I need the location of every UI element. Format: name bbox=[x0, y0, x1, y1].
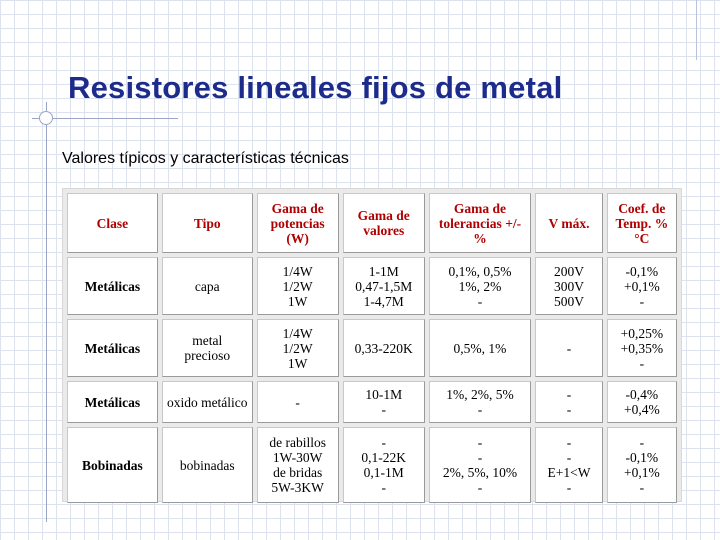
table-cell bbox=[257, 319, 339, 377]
column-header bbox=[607, 193, 677, 253]
cell-text: - bbox=[477, 293, 483, 309]
table-cell bbox=[429, 427, 532, 503]
cell-text: 1/4W bbox=[282, 325, 313, 341]
cell-text: 1/2W bbox=[282, 278, 313, 294]
cell-text: 1%, 2%, 5% bbox=[446, 387, 514, 402]
cell-text: -0,1% bbox=[625, 450, 659, 465]
cell-text: - bbox=[639, 435, 645, 450]
cell-text: oxido metálico bbox=[166, 394, 248, 410]
table-cell bbox=[607, 257, 677, 315]
cell-text: 0,1%, 0,5% bbox=[448, 263, 512, 279]
header-text: Clase bbox=[96, 215, 129, 231]
cell-text: - bbox=[639, 480, 645, 495]
cell-text: - bbox=[566, 402, 572, 417]
table-cell bbox=[67, 427, 158, 503]
cell-text: - bbox=[566, 435, 572, 450]
cell-text: precioso bbox=[184, 348, 231, 363]
cell-text: - bbox=[566, 480, 572, 495]
resistor-table-container bbox=[62, 188, 682, 502]
decorative-horizontal-line bbox=[32, 118, 178, 119]
cell-text: - bbox=[381, 480, 386, 495]
cell-text: Metálicas bbox=[84, 394, 141, 410]
table-row bbox=[67, 427, 677, 503]
table-cell bbox=[257, 257, 339, 315]
column-header bbox=[429, 193, 532, 253]
table-cell bbox=[67, 319, 158, 377]
table-cell bbox=[257, 381, 339, 423]
table-cell bbox=[162, 381, 253, 423]
cell-text: 2%, 5%, 10% bbox=[442, 465, 518, 480]
table-cell bbox=[67, 257, 158, 315]
cell-text: - bbox=[566, 450, 572, 465]
cell-text: - bbox=[566, 340, 572, 356]
cell-text: - bbox=[566, 387, 572, 402]
table-cell bbox=[607, 381, 677, 423]
column-header bbox=[162, 193, 253, 253]
cell-text: capa bbox=[194, 278, 220, 294]
cell-text: 0,1-1M bbox=[363, 465, 404, 480]
cell-text: 1-4,7M bbox=[363, 293, 404, 309]
cell-text: - bbox=[381, 435, 386, 450]
cell-text: 0,33-220K bbox=[354, 340, 413, 356]
table-cell bbox=[343, 381, 425, 423]
table-row bbox=[67, 381, 677, 423]
table-cell bbox=[343, 257, 425, 315]
table-cell bbox=[257, 427, 339, 503]
decorative-circle-icon bbox=[39, 111, 53, 125]
table-cell bbox=[535, 319, 602, 377]
header-text: (W) bbox=[286, 230, 309, 246]
cell-text: - bbox=[381, 402, 386, 417]
cell-text: 1%, 2% bbox=[458, 278, 502, 294]
cell-text: 500V bbox=[553, 293, 584, 309]
header-text: Gama de bbox=[357, 208, 410, 223]
table-cell bbox=[343, 427, 425, 503]
cell-text: Metálicas bbox=[84, 278, 141, 294]
cell-text: - bbox=[477, 480, 483, 495]
header-text: V máx. bbox=[548, 215, 590, 231]
table-cell bbox=[607, 319, 677, 377]
cell-text: +0,25% bbox=[620, 325, 664, 341]
cell-text: 1/2W bbox=[282, 340, 313, 356]
cell-text: - bbox=[477, 435, 483, 450]
decorative-vertical-line bbox=[46, 102, 47, 522]
slide-title: Resistores lineales fijos de metal bbox=[68, 70, 563, 105]
table-cell bbox=[535, 381, 602, 423]
column-header bbox=[535, 193, 602, 253]
table-cell bbox=[535, 427, 602, 503]
header-text: Gama de bbox=[271, 200, 324, 216]
cell-text: metal bbox=[192, 333, 223, 348]
cell-text: 1W-30W bbox=[272, 450, 323, 465]
cell-text: - bbox=[477, 402, 483, 417]
header-text: Gama de bbox=[453, 200, 507, 216]
header-text: % bbox=[473, 230, 487, 246]
cell-text: 0,47-1,5M bbox=[355, 278, 413, 294]
cell-text: Metálicas bbox=[84, 340, 141, 356]
cell-text: de rabillos bbox=[269, 435, 326, 450]
table-cell bbox=[607, 427, 677, 503]
cell-text: - bbox=[295, 394, 300, 410]
table-cell bbox=[162, 427, 253, 503]
header-text: tolerancias +/- bbox=[438, 215, 522, 231]
cell-text: 0,1-22K bbox=[361, 450, 407, 465]
header-text: Tipo bbox=[193, 215, 221, 231]
cell-text: 10-1M bbox=[365, 387, 403, 402]
table-cell bbox=[67, 381, 158, 423]
header-text: Temp. % bbox=[615, 215, 669, 231]
table-cell bbox=[429, 319, 532, 377]
cell-text: 1W bbox=[287, 293, 308, 309]
cell-text: 0,5%, 1% bbox=[453, 340, 507, 356]
cell-text: 1-1M bbox=[368, 263, 399, 279]
table-cell bbox=[429, 257, 532, 315]
cell-text: 1/4W bbox=[282, 263, 313, 279]
cell-text: 200V bbox=[553, 263, 584, 279]
cell-text: +0,35% bbox=[620, 340, 664, 356]
header-text: Coef. de bbox=[618, 200, 666, 216]
column-header bbox=[67, 193, 158, 253]
column-header bbox=[257, 193, 339, 253]
cell-text: - bbox=[477, 450, 483, 465]
header-text: potencias bbox=[270, 215, 325, 231]
slide-subtitle: Valores típicos y características técnicas bbox=[62, 150, 349, 167]
cell-text: 300V bbox=[553, 278, 584, 294]
table-cell bbox=[535, 257, 602, 315]
resistor-table bbox=[63, 189, 681, 507]
cell-text: E+1<W bbox=[547, 465, 591, 480]
cell-text: Bobinadas bbox=[82, 457, 143, 473]
table-cell bbox=[162, 257, 253, 315]
table-cell bbox=[162, 319, 253, 377]
table-header-row bbox=[67, 193, 677, 253]
cell-text: +0,1% bbox=[623, 465, 660, 480]
cell-text: +0,1% bbox=[623, 278, 660, 294]
cell-text: bobinadas bbox=[179, 457, 235, 473]
cell-text: 1W bbox=[287, 355, 308, 371]
cell-text: 5W-3KW bbox=[271, 480, 324, 495]
cell-text: -0,4% bbox=[625, 387, 659, 402]
table-row bbox=[67, 319, 677, 377]
table-row bbox=[67, 257, 677, 315]
table-cell bbox=[343, 319, 425, 377]
header-text: °C bbox=[634, 230, 650, 246]
table-body bbox=[67, 257, 677, 503]
cell-text: +0,4% bbox=[623, 402, 660, 417]
header-text: valores bbox=[363, 223, 405, 238]
table-cell bbox=[429, 381, 532, 423]
column-header bbox=[343, 193, 425, 253]
cell-text: - bbox=[639, 293, 645, 309]
decorative-top-line bbox=[696, 0, 697, 60]
cell-text: - bbox=[639, 355, 645, 371]
cell-text: -0,1% bbox=[625, 263, 659, 279]
cell-text: de bridas bbox=[273, 465, 323, 480]
